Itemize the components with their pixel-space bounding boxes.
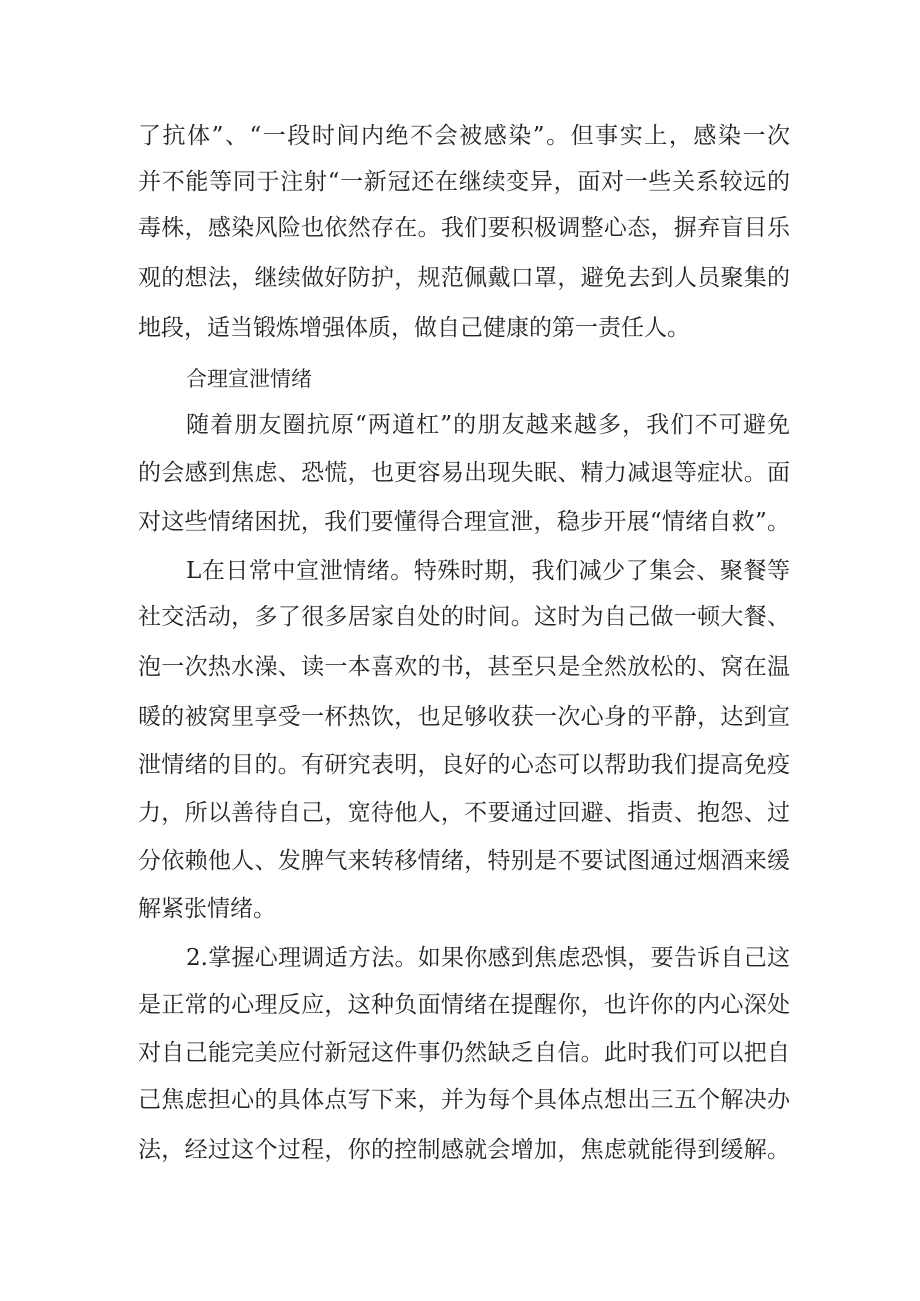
paragraph-4-line-1: 2.掌握心理调适方法。如果你感到焦虑恐惧，要告诉自己这 xyxy=(186,945,790,971)
paragraph-4-line-4: 己焦虑担心的具体点写下来，并为每个具体点想出三五个解决办 xyxy=(138,1087,790,1113)
paragraph-3-line-2: 社交活动，多了很多居家自处的时间。这时为自己做一顿大餐、 xyxy=(138,604,790,630)
section-heading: 合理宣泄情绪 xyxy=(186,367,312,391)
paragraph-2-line-3: 对这些情绪困扰，我们要懂得合理宣泄，稳步开展“情绪自救”。 xyxy=(138,509,790,535)
paragraph-2-line-2: 的会感到焦虑、恐慌，也更容易出现失眠、精力减退等症状。面 xyxy=(138,460,790,486)
paragraph-1-line-2: 并不能等同于注射“一新冠还在继续变异，面对一些关系较远的 xyxy=(138,169,790,195)
paragraph-1-line-1: 了抗体”、“一段时间内绝不会被感染”。但事实上，感染一次 xyxy=(138,123,790,149)
paragraph-3-line-4: 暖的被窝里享受一杯热饮，也足够收获一次心身的平静，达到宣 xyxy=(138,704,790,730)
paragraph-4-line-3: 对自己能完美应付新冠这件事仍然缺乏自信。此时我们可以把自 xyxy=(138,1040,790,1066)
paragraph-4-line-2: 是正常的心理反应，这种负面情绪在提醒你，也许你的内心深处 xyxy=(138,992,790,1018)
paragraph-3-line-1: L在日常中宣泄情绪。特殊时期，我们减少了集会、聚餐等 xyxy=(186,558,790,584)
paragraph-2-line-1: 随着朋友圈抗原“两道杠”的朋友越来越多，我们不可避免 xyxy=(186,412,790,438)
paragraph-1-line-4: 观的想法，继续做好防护，规范佩戴口罩，避免去到人员聚集的 xyxy=(138,265,790,291)
paragraph-3-line-7: 分依赖他人、发脾气来转移情绪，特别是不要试图通过烟酒来缓 xyxy=(138,848,790,874)
paragraph-3-line-5: 泄情绪的目的。有研究表明，良好的心态可以帮助我们提高免疫 xyxy=(138,752,790,778)
paragraph-1-line-3: 毒株，感染风险也依然存在。我们要积极调整心态，摒弃盲目乐 xyxy=(138,215,790,241)
paragraph-4-line-5: 法，经过这个过程，你的控制感就会增加，焦虑就能得到缓解。 xyxy=(138,1137,790,1163)
paragraph-3-line-8: 解紧张情绪。 xyxy=(138,896,276,922)
paragraph-3-line-6: 力，所以善待自己，宽待他人，不要通过回避、指责、抱怨、过 xyxy=(138,800,790,826)
paragraph-3-line-3: 泡一次热水澡、读一本喜欢的书，甚至只是全然放松的、窝在温 xyxy=(138,654,790,680)
paragraph-1-line-5: 地段，适当锻炼增强体质，做自己健康的第一责任人。 xyxy=(138,315,690,341)
